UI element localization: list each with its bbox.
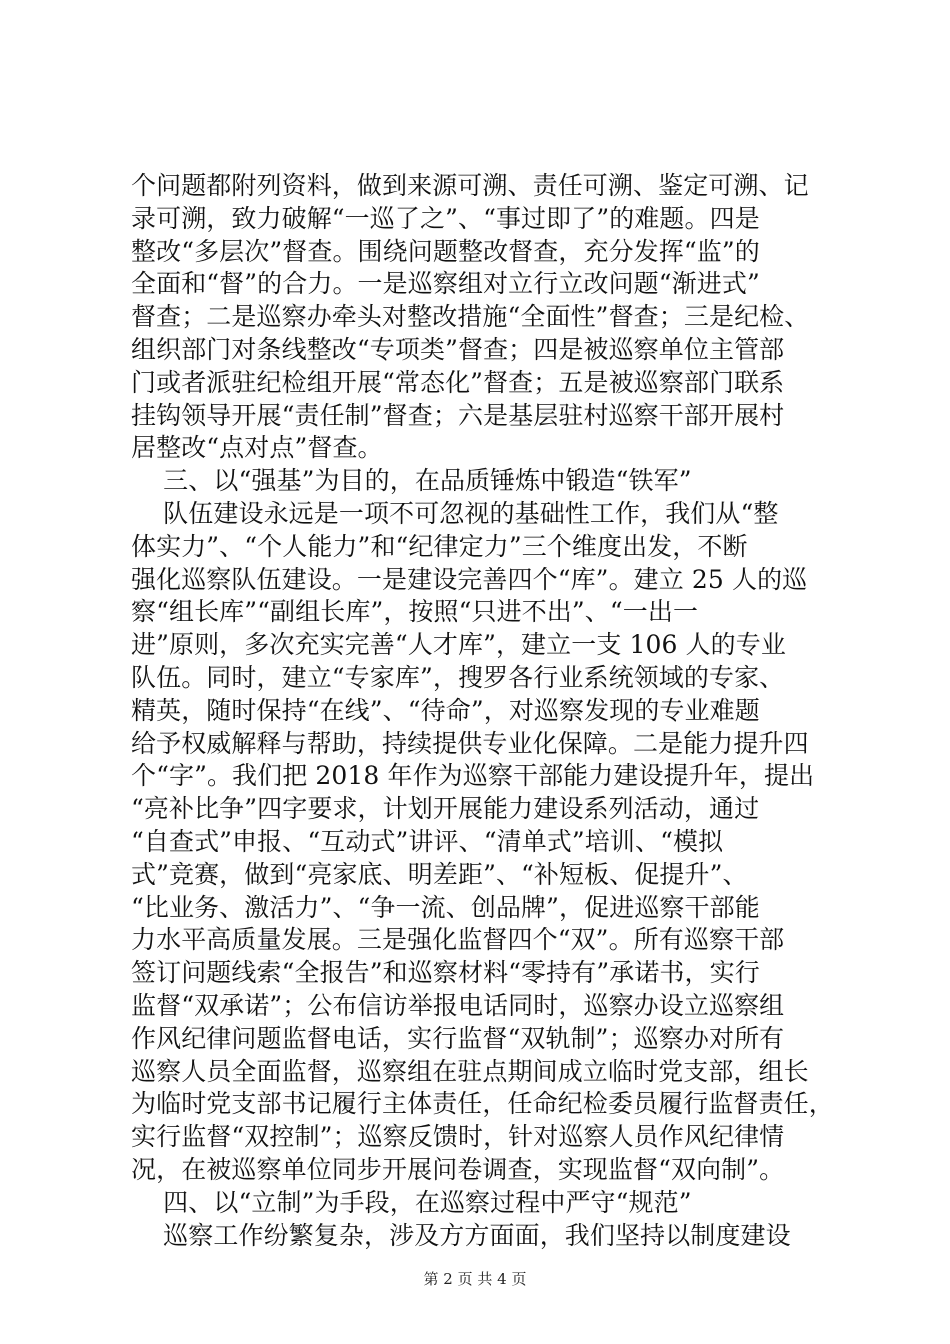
text-line: 察“组长库”“副组长库”，按照“只进不出”、“一出一 bbox=[131, 597, 699, 627]
text-line: 队伍建设永远是一项不可忽视的基础性工作，我们从“整 bbox=[131, 498, 779, 528]
text-line: 居整改“点对点”督查。 bbox=[131, 433, 383, 463]
text-line: 为临时党支部书记履行主体责任，任命纪检委员履行监督责任， bbox=[131, 1089, 834, 1119]
page-footer: 第 2 页 共 4 页 bbox=[423, 1270, 527, 1288]
text-line: 巡察人员全面监督，巡察组在驻点期间成立临时党支部，组长 bbox=[131, 1056, 809, 1086]
text-line: 式”竞赛，做到“亮家底、明差距”、“补短板、促提升”、 bbox=[131, 859, 748, 889]
body-text bbox=[131, 170, 834, 1252]
text-line: 全面和“督”的合力。一是巡察组对立行立改问题“渐进式” bbox=[131, 269, 760, 299]
text-line: “亮补比争”四字要求，计划开展能力建设系列活动，通过 bbox=[131, 794, 760, 824]
text-line: 作风纪律问题监督电话，实行监督“双轨制”；巡察办对所有 bbox=[131, 1023, 785, 1053]
text-line: 个问题都附列资料，做到来源可溯、责任可溯、鉴定可溯、记 bbox=[131, 171, 809, 200]
text-line: 整改“多层次”督查。围绕问题整改督查，充分发挥“监”的 bbox=[131, 236, 760, 266]
text-line: 给予权威解释与帮助，持续提供专业化保障。二是能力提升四 bbox=[131, 728, 809, 758]
text-line: 组织部门对条线整改“专项类”督查；四是被巡察单位主管部 bbox=[131, 334, 785, 364]
text-line: “比业务、激活力”、“争一流、创品牌”，促进巡察干部能 bbox=[131, 892, 760, 922]
text-line: 督查；二是巡察办牵头对整改措施“全面性”督查；三是纪检、 bbox=[131, 302, 810, 332]
text-line: 监督“双承诺”；公布信访举报电话同时，巡察办设立巡察组 bbox=[131, 990, 785, 1020]
text-line: 精英，随时保持“在线”、“待命”，对巡察发现的专业难题 bbox=[131, 695, 760, 725]
text-line: 签订问题线索“全报告”和巡察材料“零持有”承诺书，实行 bbox=[131, 958, 760, 988]
text-line: 进”原则，多次充实完善“人才库”，建立一支 106 人的专业 bbox=[131, 630, 786, 660]
text-line: 队伍。同时，建立“专家库”，搜罗各行业系统领域的专家、 bbox=[131, 662, 785, 692]
text-line: 况，在被巡察单位同步开展问卷调查，实现监督“双向制”。 bbox=[131, 1154, 785, 1184]
text-line: 实行监督“双控制”；巡察反馈时，针对巡察人员作风纪律情 bbox=[131, 1122, 785, 1152]
text-line: 个“字”。我们把 2018 年作为巡察干部能力建设提升年，提出 bbox=[131, 761, 815, 791]
text-line: “自查式”申报、“互动式”讲评、“清单式”培训、“模拟 bbox=[131, 826, 724, 856]
text-line: 门或者派驻纪检组开展“常态化”督查；五是被巡察部门联系 bbox=[131, 367, 785, 397]
text-line: 体实力”、“个人能力”和“纪律定力”三个维度出发，不断 bbox=[131, 531, 748, 561]
text-line: 巡察工作纷繁复杂，涉及方方面面，我们坚持以制度建设 bbox=[131, 1220, 791, 1250]
text-line: 三、以“强基”为目的，在品质锤炼中锻造“铁军” bbox=[131, 466, 692, 496]
text-line: 挂钩领导开展“责任制”督查；六是基层驻村巡察干部开展村 bbox=[131, 400, 785, 430]
text-line: 录可溯，致力破解“一巡了之”、“事过即了”的难题。四是 bbox=[131, 203, 760, 233]
text-line: 强化巡察队伍建设。一是建设完善四个“库”。建立 25 人的巡 bbox=[131, 564, 808, 594]
text-line: 力水平高质量发展。三是强化监督四个“双”。所有巡察干部 bbox=[131, 925, 785, 955]
text-line: 四、以“立制”为手段，在巡察过程中严守“规范” bbox=[131, 1187, 692, 1217]
